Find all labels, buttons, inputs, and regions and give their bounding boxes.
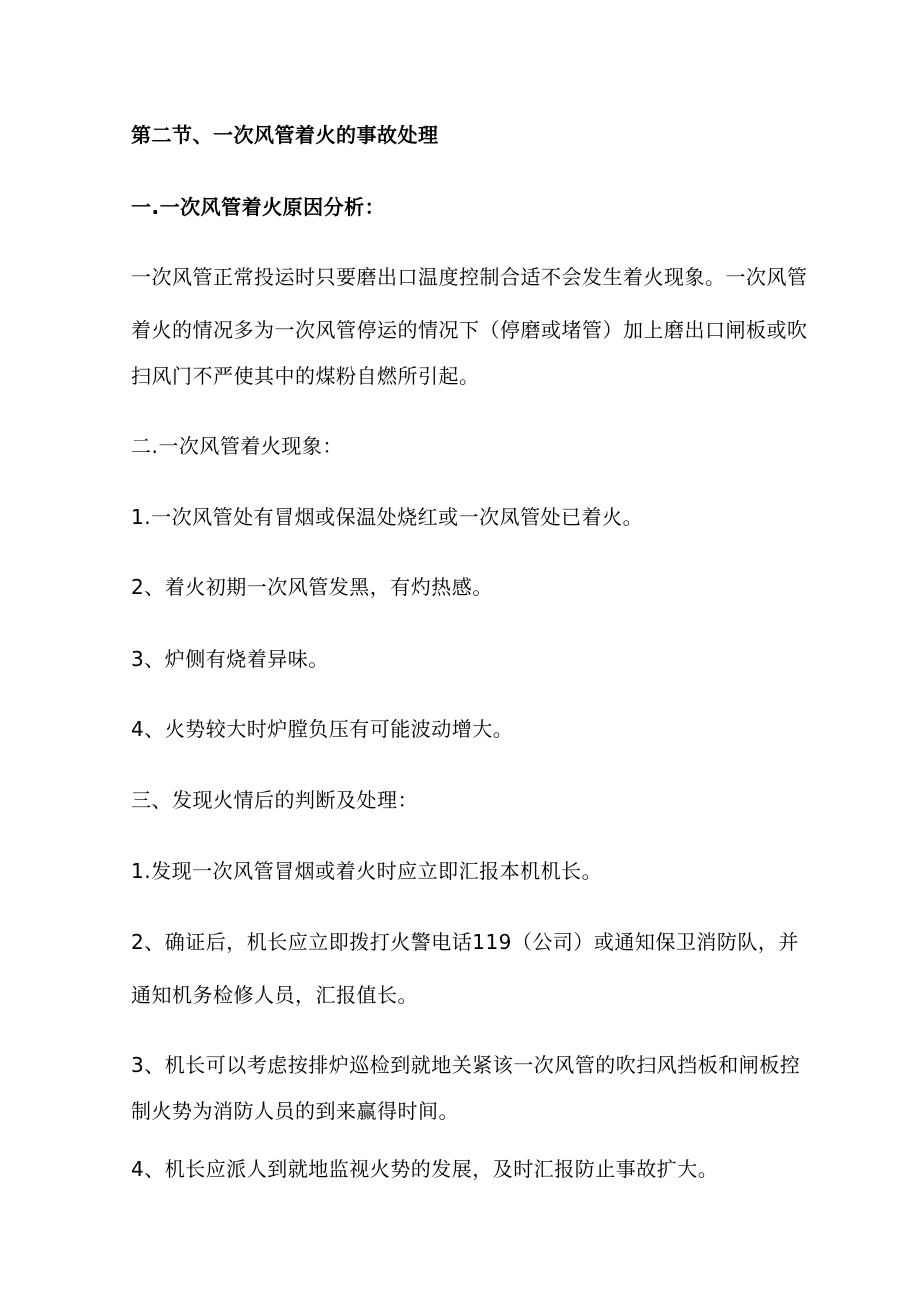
phenomenon-item: 4、火势较大时炉膛负压有可能波动增大。 bbox=[131, 717, 514, 741]
handling-item-line: 制火势为消防人员的到来赢得时间。 bbox=[131, 1099, 459, 1123]
phenomenon-item: 3、炉侧有烧着异味。 bbox=[131, 647, 329, 671]
heading-handling: 三、发现火情后的判断及处理： bbox=[131, 788, 418, 812]
handling-item: 1.发现一次风管冒烟或着火时应立即汇报本机机长。 bbox=[131, 859, 603, 883]
heading-phenomena: 二.一次风管着火现象： bbox=[131, 434, 343, 458]
heading-cause-analysis: 一.一次风管着火原因分析： bbox=[131, 195, 386, 219]
handling-item-line: 通知机务检修人员，汇报值长。 bbox=[131, 983, 418, 1007]
paragraph-line: 着火的情况多为一次风管停运的情况下（停磨或堵管）加上磨出口闸板或吹 bbox=[131, 318, 808, 342]
section-title: 第二节、一次风管着火的事故处理 bbox=[131, 123, 439, 147]
handling-item: 4、机长应派人到就地监视火势的发展，及时汇报防止事故扩大。 bbox=[131, 1157, 719, 1181]
paragraph-line: 扫风门不严使其中的煤粉自燃所引起。 bbox=[131, 364, 480, 388]
handling-item-line: 2、确证后，机长应立即拨打火警电话119（公司）或通知保卫消防队，并 bbox=[131, 930, 799, 954]
handling-item-line: 3、机长可以考虑按排炉巡检到就地关紧该一次风管的吹扫风挡板和闸板控 bbox=[131, 1053, 801, 1077]
phenomenon-item: 2、着火初期一次风管发黑，有灼热感。 bbox=[131, 575, 493, 599]
paragraph-line: 一次风管正常投运时只要磨出口温度控制合适不会发生着火现象。一次风管 bbox=[131, 265, 808, 289]
phenomenon-item: 1.一次风管处有冒烟或保温处烧红或一次凤管处已着火。 bbox=[131, 505, 644, 529]
